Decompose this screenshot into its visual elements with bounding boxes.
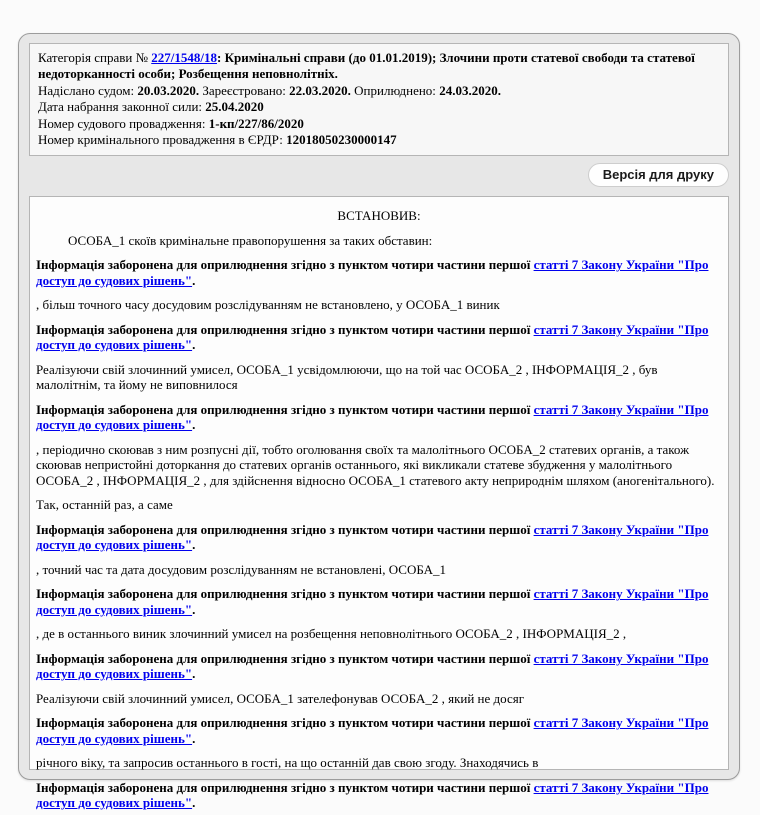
erdr-number: 12018050230000147 bbox=[286, 132, 397, 148]
erdr-label: Номер кримінального провадження в ЄРДР: bbox=[38, 132, 283, 148]
restricted-info-paragraph bbox=[36, 651, 722, 682]
restricted-info-text: Інформація заборонена для оприлюднення згідно з пунктом чотири частини першої bbox=[36, 257, 534, 273]
sent-by-court-label: Надіслано судом: bbox=[38, 82, 135, 98]
restricted-info-paragraph bbox=[36, 402, 722, 433]
legal-force-label: Дата набрання законної сили: bbox=[38, 99, 203, 115]
registered-label: Зареєстровано: bbox=[202, 82, 286, 98]
law-article-link[interactable]: статті 7 Закону України "Про доступ до судових рішень" bbox=[36, 779, 709, 811]
case-category-label: Категорія справи № bbox=[38, 50, 148, 65]
document-paragraph: , більш точного часу досудовим розслідуванням не встановлено, у ОСОБА_1 виник bbox=[36, 297, 500, 313]
document-paragraph: Реалізуючи свій злочинний умисел, ОСОБА_1 зателефонував ОСОБА_2 , який не досяг bbox=[36, 690, 525, 706]
restricted-info-text: Інформація заборонена для оприлюднення згідно з пунктом чотири частини першої bbox=[36, 779, 534, 795]
case-category-line bbox=[38, 50, 720, 83]
restricted-info-text: Інформація заборонена для оприлюднення згідно з пунктом чотири частини першої bbox=[36, 715, 534, 731]
restricted-info-paragraph bbox=[36, 322, 722, 353]
document-paragraph: річного віку, та запросив останнього в гості, на що останній дав свою згоду. Знаходячись в bbox=[36, 755, 539, 771]
restricted-info-period: . bbox=[192, 601, 196, 617]
case-metadata-box bbox=[29, 43, 729, 156]
restricted-info-period: . bbox=[192, 417, 196, 433]
case-number-link[interactable]: 227/1548/18 bbox=[151, 50, 217, 65]
decision-document bbox=[29, 196, 729, 811]
law-article-link[interactable]: статті 7 Закону України "Про доступ до судових рішень" bbox=[36, 586, 709, 617]
restricted-info-text: Інформація заборонена для оприлюднення згідно з пунктом чотири частини першої bbox=[36, 650, 534, 666]
restricted-info-paragraph bbox=[36, 715, 722, 746]
restricted-info-text: Інформація заборонена для оприлюднення згідно з пунктом чотири частини першої bbox=[36, 521, 534, 537]
law-article-link[interactable]: статті 7 Закону України "Про доступ до судових рішень" bbox=[36, 401, 709, 433]
document-paragraph: , точний час та дата досудовим розслідуванням не встановлені, ОСОБА_1 bbox=[36, 561, 447, 577]
legal-force-date: 25.04.2020 bbox=[205, 99, 264, 115]
restricted-info-period: . bbox=[192, 537, 196, 553]
case-dates-line bbox=[38, 83, 720, 99]
law-article-link[interactable]: статті 7 Закону України "Про доступ до судових рішень" bbox=[36, 521, 709, 553]
law-article-link[interactable]: статті 7 Закону України "Про доступ до судових рішень" bbox=[36, 257, 709, 288]
court-proceeding-line bbox=[38, 116, 720, 132]
legal-force-line bbox=[38, 99, 720, 115]
restricted-info-period: . bbox=[192, 272, 196, 288]
document-body bbox=[36, 233, 722, 811]
court-proceeding-number: 1-кп/227/86/2020 bbox=[208, 115, 304, 131]
document-paragraph: Так, останній раз, а саме bbox=[36, 497, 173, 513]
toolbar bbox=[29, 163, 729, 187]
case-category-value: Кримінальні справи (до 01.01.2019); Злочини проти статевої свободи та статевої недоторканності особи; Розбещення неповнолітніх. bbox=[38, 50, 695, 82]
published-label: Оприлюднено: bbox=[354, 82, 436, 98]
restricted-info-text: Інформація заборонена для оприлюднення згідно з пунктом чотири частини першої bbox=[36, 586, 534, 602]
law-article-link[interactable]: статті 7 Закону України "Про доступ до судових рішень" bbox=[36, 715, 709, 746]
document-heading: ВСТАНОВИВ: bbox=[337, 208, 421, 224]
restricted-info-paragraph bbox=[36, 586, 722, 617]
print-version-button[interactable]: Версія для друку bbox=[588, 163, 729, 187]
restricted-info-period: . bbox=[192, 337, 196, 353]
law-article-link[interactable]: статті 7 Закону України "Про доступ до судових рішень" bbox=[36, 321, 709, 353]
document-paragraph: , періодично скоював з ним розпусні дії, тобто оголювання своїх та малолітнього ОСОБА_2 статевих органів, а також скоював непристойні доторкання до статевих органів останнього, які викликали статеве збудження у малолітнього ОСОБА_2 , ІНФОРМАЦІЯ_2 , для здійснення відносно ОСОБА_1 статевого акту неприроднім шляхом (аногенітального). bbox=[36, 441, 715, 488]
published-date: 24.03.2020. bbox=[439, 82, 501, 98]
restricted-info-paragraph bbox=[36, 780, 722, 811]
restricted-info-period: . bbox=[192, 730, 196, 746]
document-paragraph: ОСОБА_1 скоїв кримінальне правопорушення за таких обставин: bbox=[68, 232, 433, 248]
sent-by-court-date: 20.03.2020. bbox=[137, 82, 200, 98]
restricted-info-text: Інформація заборонена для оприлюднення згідно з пунктом чотири частини першої bbox=[36, 321, 534, 337]
restricted-info-period: . bbox=[192, 795, 196, 811]
court-proceeding-label: Номер судового провадження: bbox=[38, 115, 206, 131]
case-panel bbox=[18, 33, 740, 811]
document-paragraph: Реалізуючи свій злочинний умисел, ОСОБА_1 усвідомлюючи, що на той час ОСОБА_2 , ІНФОРМАЦІЯ_2 , був малолітнім, та йому не виповнилося bbox=[36, 361, 658, 393]
restricted-info-text: Інформація заборонена для оприлюднення згідно з пунктом чотири частини першої bbox=[36, 401, 534, 417]
law-article-link[interactable]: статті 7 Закону України "Про доступ до судових рішень" bbox=[36, 650, 709, 682]
restricted-info-period: . bbox=[192, 666, 196, 682]
restricted-info-paragraph bbox=[36, 257, 722, 288]
registered-date: 22.03.2020. bbox=[289, 82, 351, 98]
case-category-colon: : bbox=[216, 50, 222, 65]
document-paragraph: , де в останнього виник злочинний умисел на розбещення неповнолітнього ОСОБА_2 , ІНФОРМАЦІЯ_2 , bbox=[36, 626, 627, 642]
restricted-info-paragraph bbox=[36, 522, 722, 553]
erdr-line bbox=[38, 132, 720, 148]
